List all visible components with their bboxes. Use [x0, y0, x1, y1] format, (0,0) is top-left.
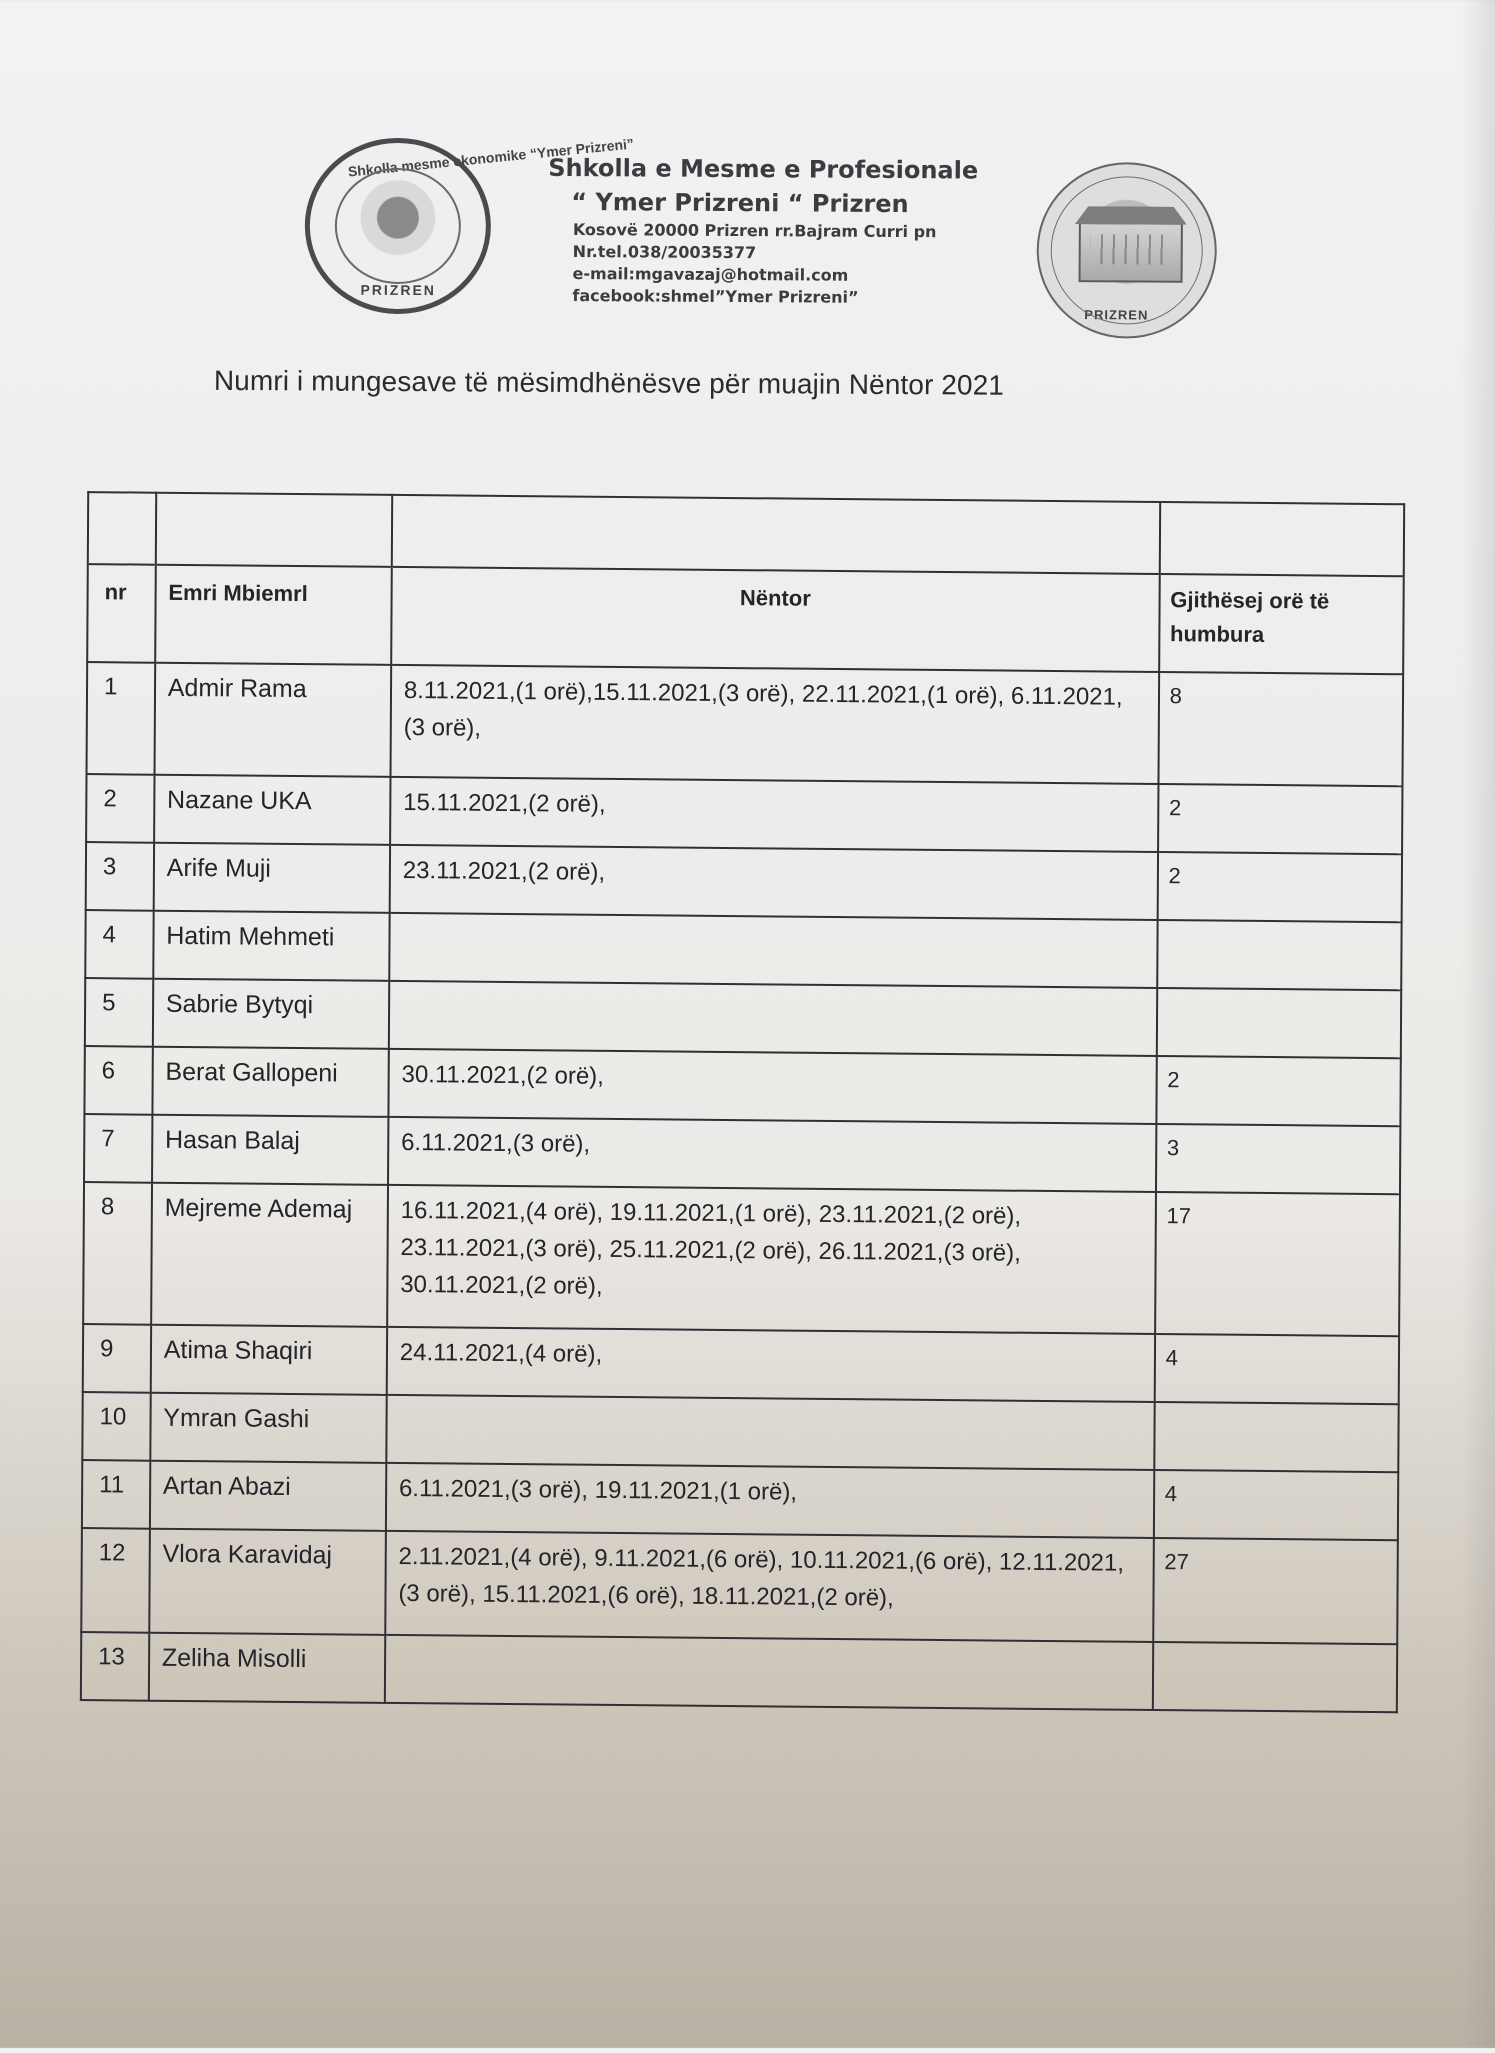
teacher-name: Artan Abazi [162, 1471, 291, 1501]
row-number: 3 [102, 853, 117, 881]
table-header-row [87, 564, 1404, 674]
total-hours-cell [1154, 1470, 1399, 1540]
row-number-cell [85, 978, 153, 1047]
row-number: 7 [101, 1125, 115, 1153]
absence-dates: 6.11.2021,(3 orë), 19.11.2021,(1 orë), [398, 1474, 798, 1506]
absence-dates: 2.11.2021,(4 orë), 9.11.2021,(6 orë), 10.11.2021,(6 orë), 12.11.2021,(3 orë), 15.11.2021,(6 orë), 18.11.2021,(2 orë), [398, 1542, 1125, 1612]
teacher-name: Vlora Karavidaj [162, 1539, 333, 1570]
table-row [82, 1392, 1398, 1472]
row-number: 8 [100, 1193, 115, 1221]
row-number-cell [86, 774, 154, 843]
school-city: “ Ymer Prizreni “ Prizren [571, 188, 909, 219]
teacher-name-cell [150, 1325, 387, 1395]
absence-dates-cell [386, 1395, 1154, 1470]
header-nr: nr [104, 579, 127, 605]
school-name: Shkolla e Mesme e Profesionale [548, 153, 979, 185]
teacher-name: Hatim Mehmeti [166, 921, 335, 952]
absence-table-wrap [80, 491, 1406, 1755]
row-number-cell [87, 662, 155, 775]
teacher-name: Hasan Balaj [164, 1125, 300, 1156]
absence-dates-cell [388, 1049, 1156, 1124]
school-letterhead [532, 151, 993, 310]
row-number-cell [83, 1182, 152, 1325]
total-hours-cell [1158, 672, 1403, 786]
table-header-blank-row [88, 492, 1404, 576]
row-number: 10 [99, 1403, 127, 1431]
school-seal-right [1036, 162, 1217, 339]
total-hours [1158, 921, 1400, 937]
total-hours-cell [1154, 1334, 1399, 1404]
absence-dates-cell [390, 845, 1158, 920]
teacher-name: Ymran Gashi [163, 1403, 310, 1434]
school-phone: Nr.tel.038/20035377 [572, 242, 757, 263]
row-number-cell [85, 910, 153, 979]
school-building-icon [1079, 222, 1183, 283]
total-hours [1158, 989, 1400, 1005]
teacher-name: Mejreme Ademaj [164, 1193, 353, 1224]
total-hours: 4 [1164, 1481, 1178, 1507]
teacher-name-cell [154, 775, 391, 845]
row-number-cell [82, 1460, 150, 1529]
table-row [83, 1324, 1399, 1404]
total-hours-cell [1152, 1642, 1397, 1712]
teacher-name-cell [151, 1183, 388, 1327]
absence-dates: 15.11.2021,(2 orë), [403, 788, 606, 818]
teacher-name: Admir Rama [167, 673, 307, 704]
table-row [82, 1460, 1398, 1540]
absence-dates-cell [389, 981, 1157, 1056]
total-hours-cell [1155, 1192, 1400, 1336]
school-seal-left [304, 135, 635, 314]
header-total-cell [1159, 574, 1404, 674]
total-hours: 17 [1166, 1203, 1192, 1229]
absence-dates-cell [389, 913, 1157, 988]
row-number: 5 [102, 989, 116, 1017]
blank-header-cell [88, 492, 156, 565]
table-row [81, 1528, 1398, 1644]
page-edge-shadow [1461, 0, 1495, 2048]
document-title: Numri i mungesave të mësimdhënësve për muajin Nëntor 2021 [213, 364, 1005, 401]
seal-left-top-text: Shkolla mesme ekonomike “Ymer Prizreni” [347, 135, 635, 180]
seal-right-bottom-text: PRIZREN [1084, 307, 1149, 323]
row-number: 12 [98, 1539, 126, 1567]
table-row [85, 910, 1401, 990]
absence-dates: 8.11.2021,(1 orë),15.11.2021,(3 orë), 22.11.2021,(1 orë), 6.11.2021,(3 orë), [403, 677, 1123, 742]
blank-header-cell [156, 493, 393, 567]
header-month: Nëntor [739, 585, 811, 611]
total-hours: 2 [1167, 1067, 1180, 1093]
teacher-name: Zeliha Misolli [161, 1643, 307, 1674]
total-hours: 2 [1168, 795, 1182, 821]
total-hours-cell [1154, 1402, 1399, 1472]
row-number-cell [84, 1046, 152, 1115]
absence-dates-cell [390, 665, 1158, 784]
absence-dates-cell [387, 1327, 1155, 1402]
teacher-name: Berat Gallopeni [165, 1057, 338, 1088]
school-address: Kosovë 20000 Prizren rr.Bajram Curri pn [572, 220, 937, 242]
total-hours-cell [1156, 1124, 1401, 1194]
teacher-name-cell [154, 663, 391, 777]
row-number-cell [86, 842, 154, 911]
teacher-name: Sabrie Bytyqi [165, 989, 314, 1020]
total-hours-cell [1153, 1538, 1398, 1644]
row-number: 13 [98, 1643, 125, 1671]
absence-dates-cell [390, 777, 1158, 852]
absence-dates-cell [388, 1117, 1156, 1192]
row-number: 11 [99, 1471, 125, 1499]
blank-header-cell [392, 495, 1160, 574]
row-number-cell [84, 1114, 152, 1183]
header-nr-cell [87, 564, 155, 663]
table-row [86, 774, 1402, 854]
absence-dates-cell [385, 1635, 1153, 1710]
absence-dates-cell [387, 1185, 1156, 1334]
teacher-name-cell [153, 843, 390, 913]
table-row [84, 1046, 1400, 1126]
total-hours: 4 [1165, 1345, 1178, 1371]
absence-dates: 6.11.2021,(3 orë), [401, 1128, 591, 1158]
table-row [84, 1114, 1400, 1194]
total-hours: 27 [1164, 1549, 1189, 1575]
teacher-name-cell [149, 1529, 386, 1635]
seal-left-bottom-text: PRIZREN [360, 281, 436, 299]
table-row [81, 1632, 1397, 1712]
absence-dates: 16.11.2021,(4 orë), 19.11.2021,(1 orë), 23.11.2021,(2 orë), 23.11.2021,(3 orë), 25.11.2021,(2 orë), 26.11.2021,(3 orë), 30.11.2021,(2 orë), [400, 1196, 1022, 1300]
total-hours: 3 [1166, 1135, 1180, 1161]
row-number-cell [81, 1528, 149, 1633]
header-name: Emri Mbiemrl [168, 579, 308, 607]
total-hours: 8 [1169, 683, 1183, 709]
absence-table [80, 491, 1405, 1713]
row-number-cell [82, 1392, 150, 1461]
header-name-cell [155, 565, 392, 665]
teacher-name-cell [149, 1633, 386, 1703]
teacher-name-cell [150, 1461, 387, 1531]
school-facebook: facebook:shmel”Ymer Prizreni” [572, 286, 859, 307]
row-number-cell [81, 1632, 149, 1701]
table-row [85, 978, 1401, 1058]
row-number: 9 [99, 1335, 114, 1363]
school-email: e-mail:mgavazaj@hotmail.com [572, 264, 849, 285]
absence-dates: 23.11.2021,(2 orë), [402, 856, 606, 886]
row-number-cell [83, 1324, 151, 1393]
table-row [87, 662, 1404, 786]
total-hours [1154, 1643, 1396, 1659]
total-hours-cell [1157, 852, 1402, 922]
blank-header-cell [1159, 502, 1404, 576]
teacher-name-cell [153, 979, 390, 1049]
total-hours [1155, 1403, 1397, 1419]
absence-dates-cell [386, 1463, 1154, 1538]
header-total: Gjithësej orë të humbura [1169, 587, 1330, 647]
teacher-name: Arife Muji [166, 853, 271, 883]
table-row [86, 842, 1402, 922]
total-hours-cell [1157, 920, 1402, 990]
header-month-cell [391, 567, 1159, 672]
absence-dates: 30.11.2021,(2 orë), [401, 1060, 604, 1090]
total-hours-cell [1158, 784, 1403, 854]
total-hours-cell [1156, 988, 1401, 1058]
total-hours-cell [1156, 1056, 1401, 1126]
table-row [83, 1182, 1400, 1336]
teacher-name: Nazane UKA [167, 785, 312, 816]
total-hours: 2 [1168, 863, 1181, 889]
teacher-name-cell [153, 911, 390, 981]
teacher-name: Atima Shaqiri [163, 1335, 313, 1366]
row-number: 6 [101, 1057, 116, 1085]
absence-dates-cell [385, 1531, 1153, 1642]
teacher-name-cell [152, 1115, 389, 1185]
teacher-name-cell [150, 1393, 387, 1463]
absence-dates: 24.11.2021,(4 orë), [399, 1338, 603, 1368]
row-number: 1 [103, 673, 118, 701]
row-number: 2 [103, 785, 117, 813]
teacher-name-cell [152, 1047, 389, 1117]
row-number: 4 [102, 921, 116, 949]
